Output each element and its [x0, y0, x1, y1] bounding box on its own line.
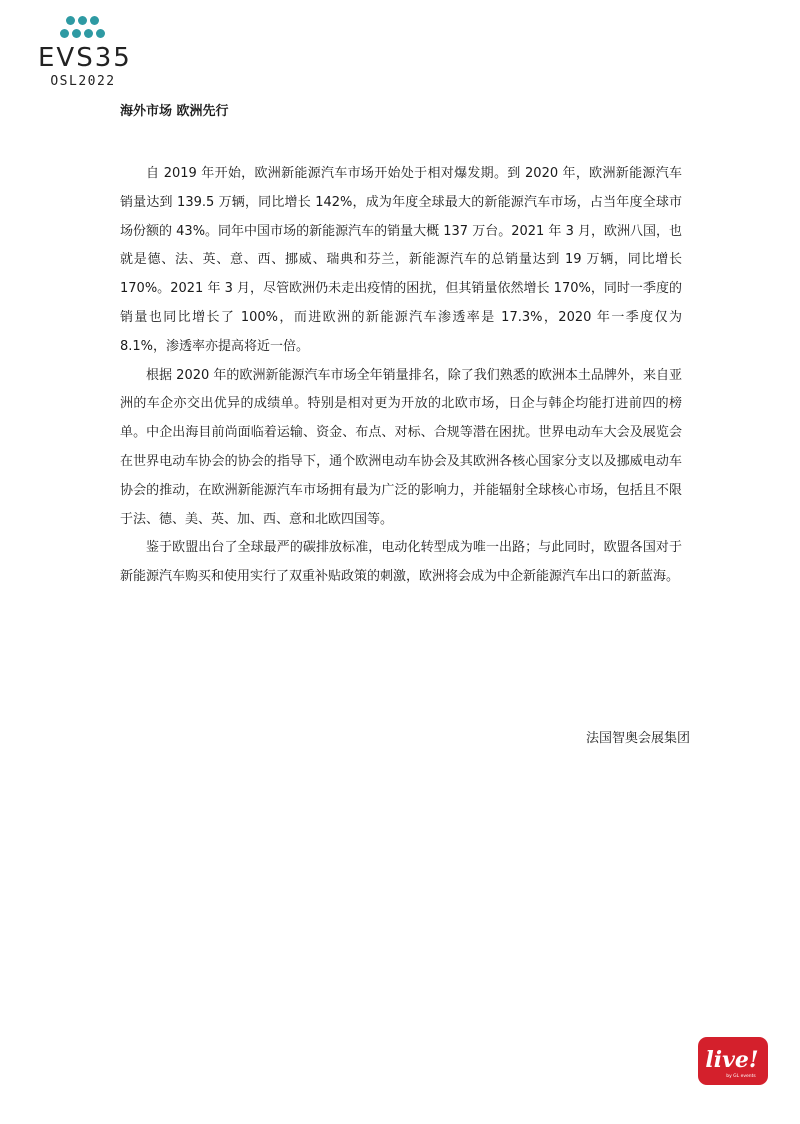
- article-paragraph: 根据 2020 年的欧洲新能源汽车市场全年销量排名，除了我们熟悉的欧洲本土品牌外，来自亚洲的车企亦交出优异的成绩单。特别是相对更为开放的北欧市场，日企与韩企均能打进前四的榜单。中企出海目前尚面临着运输、资金、布点、对标、合规等潜在困扰。世界电动车大会及展览会在世界电动车协会的协会的指导下，通个欧洲电动车协会及其欧洲各核心国家分支以及挪威电动车协会的推动，在欧洲新能源汽车市场拥有最为广泛的影响力，并能辐射全球核心市场，包括且不限于法、德、美、英、加、西、意和北欧四国等。: [120, 367, 682, 527]
- logo-dot: [84, 29, 93, 38]
- logo-subtitle: OSL2022: [50, 74, 116, 89]
- dot-cluster-icon: [54, 14, 112, 42]
- article-heading: 海外市场 欧洲先行: [120, 104, 229, 119]
- article-paragraph: 鉴于欧盟出台了全球最严的碳排放标准，电动化转型成为唯一出路；与此同时，欧盟各国对于新能源汽车购买和使用实行了双重补贴政策的刺激，欧洲将会成为中企新能源汽车出口的新蓝海。: [120, 540, 682, 585]
- logo-dot: [66, 16, 75, 25]
- live-badge-logo: [697, 1036, 769, 1086]
- live-badge-subtext: by GL events: [726, 1074, 756, 1079]
- logo-dot: [72, 29, 81, 38]
- logo-dot: [60, 29, 69, 38]
- evs35-logo: [38, 14, 132, 90]
- article-body: [120, 160, 682, 592]
- logo-dot: [90, 16, 99, 25]
- logo-title: EVS35: [38, 43, 132, 73]
- logo-dot: [96, 29, 105, 38]
- logo-dot: [78, 16, 87, 25]
- signature: 法国智奥会展集团: [585, 731, 690, 746]
- live-badge-text: live!: [705, 1047, 759, 1073]
- article-paragraph: 自 2019 年开始，欧洲新能源汽车市场开始处于相对爆发期。到 2020 年，欧洲新能源汽车销量达到 139.5 万辆，同比增长 142%，成为年度全球最大的新能源汽车市场，占当年度全球市场份额的 43%。同年中国市场的新能源汽车的销量大概 137 万台。2021 年 3 月，欧洲八国，也就是德、法、英、意、西、挪威、瑞典和芬兰，新能源汽车的总销量达到 19 万辆，同比增长 170%。2021 年 3 月，尽管欧洲仍未走出疫情的困扰，但其销量依然增长 170%，同时一季度的销量也同比增长了 100%，而进欧洲的新能源汽车渗透率是 17.3%，2020 年一季度仅为 8.1%，渗透率亦提高将近一倍。: [120, 166, 682, 354]
